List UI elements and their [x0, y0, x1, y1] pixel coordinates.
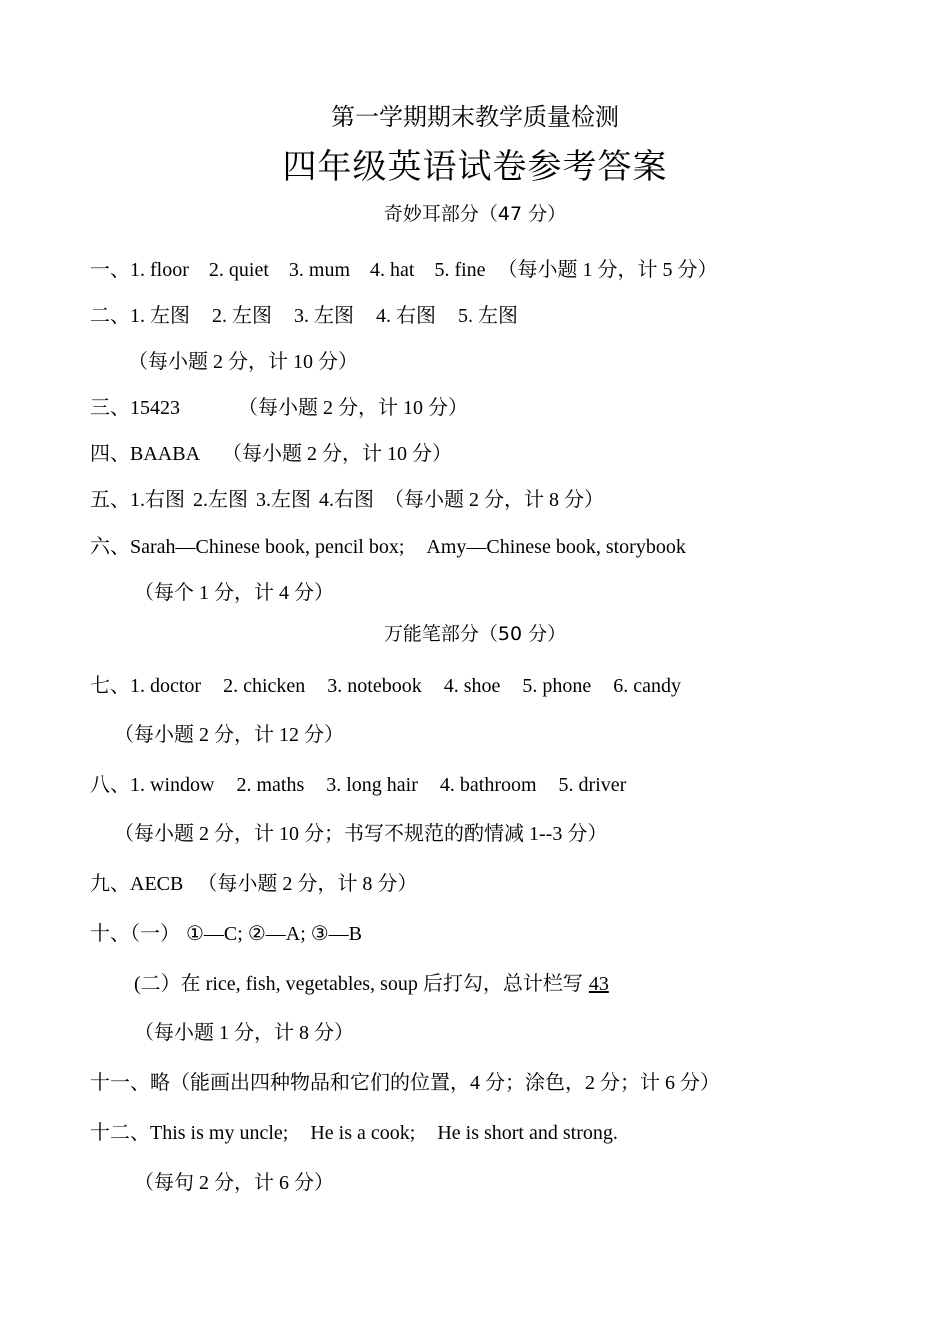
answer-item: BAABA [130, 443, 201, 465]
score-note: （每小题 1 分，计 5 分） [497, 259, 718, 281]
answer-item: 4.右图 [319, 489, 374, 511]
section-heading-listening: 奇妙耳部分（47 分） [383, 203, 567, 225]
answer-item: 1. window [130, 774, 215, 796]
question-number: 十二、 [90, 1122, 150, 1144]
answer-item: 1. 左图 [130, 305, 190, 327]
question-number: 八、 [90, 774, 130, 796]
answer-item: AECB [130, 873, 184, 895]
question-6-answers [90, 534, 686, 560]
answer-item: Amy—Chinese book, storybook [426, 536, 686, 558]
answer-item: 2. quiet [208, 259, 269, 281]
question-3-answers [90, 395, 468, 421]
answer-item: 1. floor [130, 259, 189, 281]
question-number: 三、 [90, 397, 130, 419]
answer-item: 1. doctor [130, 675, 202, 697]
answer-item: 5. driver [558, 774, 627, 796]
answer-item: ①—C; ②—A; ③—B [186, 923, 363, 945]
score-note: （每小题 2 分，计 12 分） [114, 724, 344, 746]
question-number: 六、 [90, 536, 130, 558]
question-number: 九、 [90, 873, 130, 895]
part-label: （一） [130, 923, 180, 945]
question-2-answers [90, 303, 518, 329]
answer-item: 3. mum [288, 259, 351, 281]
question-1-answers [90, 257, 718, 283]
question-11-answers [90, 1070, 720, 1096]
score-note: （每小题 2 分，计 8 分） [384, 489, 604, 511]
question-number: 二、 [90, 305, 130, 327]
answer-item: 5. phone [522, 675, 592, 697]
question-7-answers [90, 673, 681, 699]
answer-item: 4. shoe [443, 675, 501, 697]
question-10-part2 [134, 971, 609, 997]
total-value: 43 [588, 973, 609, 995]
score-note: （每小题 2 分，计 8 分） [197, 873, 418, 895]
answer-item: 5. fine [434, 259, 486, 281]
header-subtitle: 第一学期期末教学质量检测 [331, 105, 619, 131]
section-heading-writing: 万能笔部分（50 分） [383, 623, 567, 645]
part-label: (二） [134, 973, 181, 995]
page-title: 四年级英语试卷参考答案 [282, 147, 668, 187]
answer-item: 4. hat [370, 259, 415, 281]
answer-item: 5. 左图 [458, 305, 518, 327]
score-note: （每小题 2 分，计 10 分） [222, 443, 453, 465]
answer-item: 略（能画出四种物品和它们的位置，4 分；涂色，2 分；计 6 分） [150, 1072, 720, 1094]
question-5-answers [90, 487, 604, 513]
question-9-answers [90, 871, 417, 897]
answer-item: Sarah—Chinese book, pencil box; [130, 536, 405, 558]
answer-item: 2. maths [236, 774, 305, 796]
answer-item: 2. 左图 [212, 305, 272, 327]
question-12-answers [90, 1120, 618, 1146]
score-note: （每小题 2 分，计 10 分） [238, 397, 468, 419]
score-note: （每个 1 分，计 4 分） [134, 582, 334, 604]
score-note: （每小题 2 分，计 10 分） [128, 351, 358, 373]
answer-item: He is short and strong. [437, 1122, 618, 1144]
answer-item: 3. 左图 [294, 305, 354, 327]
question-number: 十一、 [90, 1072, 150, 1094]
answer-item: 4. 右图 [376, 305, 436, 327]
answer-item: 在 rice, fish, vegetables, soup 后打勾，总计栏写 [180, 973, 583, 995]
answer-item: 3.左图 [256, 489, 311, 511]
answer-item: 2. chicken [223, 675, 306, 697]
answer-item: 3. notebook [327, 675, 422, 697]
answer-item: He is a cook; [310, 1122, 416, 1144]
answer-item: 6. candy [613, 675, 682, 697]
question-10-part1 [90, 921, 362, 947]
question-number: 十、 [90, 923, 130, 945]
question-8-answers [90, 772, 626, 798]
question-number: 四、 [90, 443, 130, 465]
question-number: 七、 [90, 675, 130, 697]
score-note: （每小题 1 分，计 8 分） [134, 1022, 354, 1044]
question-number: 一、 [90, 259, 130, 281]
score-note: （每句 2 分，计 6 分） [134, 1172, 334, 1194]
answer-item: 1.右图 [130, 489, 185, 511]
answer-item: 15423 [130, 397, 180, 419]
answer-item: 4. bathroom [439, 774, 537, 796]
question-4-answers [90, 441, 452, 467]
answer-item: 3. long hair [326, 774, 418, 796]
question-number: 五、 [90, 489, 130, 511]
score-note: （每小题 2 分，计 10 分；书写不规范的酌情减 1--3 分） [114, 823, 608, 845]
answer-item: 2.左图 [193, 489, 248, 511]
answer-item: This is my uncle; [150, 1122, 289, 1144]
